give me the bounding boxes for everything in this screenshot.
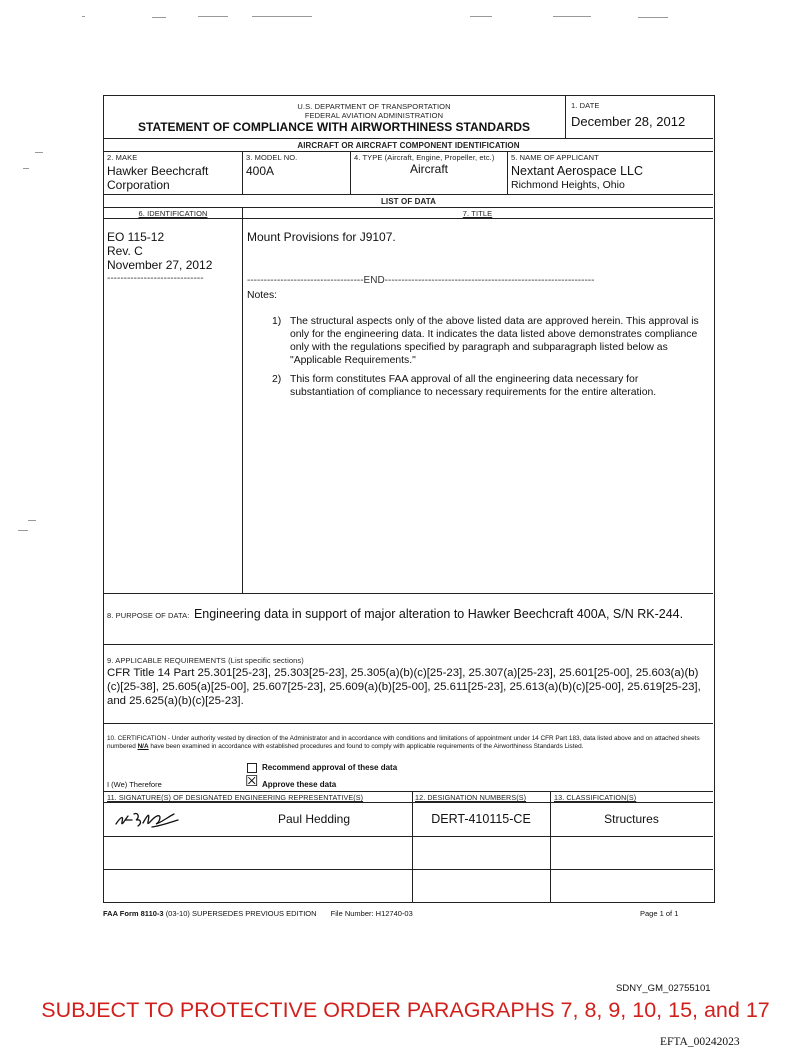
designation-label: 12. DESIGNATION NUMBERS(S) bbox=[415, 793, 527, 802]
we-therefore: I (We) Therefore bbox=[107, 780, 162, 789]
sheets-numbered: N/A bbox=[137, 743, 149, 750]
make-line1: Hawker Beechcraft bbox=[107, 164, 209, 178]
type-value: Aircraft bbox=[409, 162, 448, 176]
purpose-label: 8. PURPOSE OF DATA: bbox=[107, 611, 190, 620]
certification-prefix: 10. CERTIFICATION - Under authority vested by direction of the Administrator and in accordance with conditions and limitations of appointment under 14 CFR Part 183, data listed above and on attached sheets numbered bbox=[107, 735, 700, 750]
file-number: File Number: H12740-03 bbox=[330, 909, 413, 918]
ident-line3: November 27, 2012 bbox=[107, 258, 213, 272]
applicant-city: Richmond Heights, Ohio bbox=[511, 179, 625, 191]
efta-number: EFTA_00242023 bbox=[660, 1036, 740, 1048]
model-value: 400A bbox=[246, 164, 275, 178]
identification-heading: AIRCRAFT OR AIRCRAFT COMPONENT IDENTIFICATION bbox=[297, 141, 520, 150]
end-marker: -----------------------------------END--------------------------------------------------------------- bbox=[247, 275, 595, 286]
dept-name: U.S. DEPARTMENT OF TRANSPORTATION bbox=[297, 102, 451, 111]
classification-label: 13. CLASSIFICATION(S) bbox=[554, 793, 637, 802]
list-of-data-heading: LIST OF DATA bbox=[380, 197, 437, 206]
recommend-label: Recommend approval of these data bbox=[262, 763, 398, 772]
notes-label: Notes: bbox=[247, 290, 278, 301]
faa-form-8110-3 bbox=[103, 95, 715, 903]
note-1-number: 1) bbox=[272, 316, 282, 327]
applicant-name: Nextant Aerospace LLC bbox=[511, 164, 644, 178]
form-title: STATEMENT OF COMPLIANCE WITH AIRWORTHINESS STANDARDS bbox=[138, 120, 530, 134]
agency-name: FEDERAL AVIATION ADMINISTRATION bbox=[304, 111, 444, 120]
approve-label: Approve these data bbox=[262, 780, 337, 789]
protective-order-notice: SUBJECT TO PROTECTIVE ORDER PARAGRAPHS 7, 8, 9, 10, 15, and 17 bbox=[41, 998, 770, 1022]
designation-number: DERT-410115-CE bbox=[431, 812, 531, 826]
note-2-text: This form constitutes FAA approval of all the engineering data necessary for substantiation of compliance to necessary requirements for the entire alteration. bbox=[290, 374, 657, 398]
col-identification: 6. IDENTIFICATION bbox=[138, 209, 208, 218]
applicant-label: 5. NAME OF APPLICANT bbox=[511, 153, 599, 162]
data-title: Mount Provisions for J9107. bbox=[247, 230, 396, 244]
certification-suffix: have been examined in accordance with established procedures and found to comply with applicable requirements of the Airworthiness Standards Listed. bbox=[148, 743, 584, 750]
requirements-text: CFR Title 14 Part 25.301[25-23], 25.303[25-23], 25.305(a)(b)(c)[25-23], 25.307(a)[25-23], 25.601[25-00], 25.603(a)(b)(c)[25-38], 25.605(a)[25-00], 25.607[25-23], 25.609(a)(b)[25-00], 25.611[25-23], 25.613(a)(b)(c)[25-00], 25.619[25-23], and 25.625(a)(b)(c)[25-23]. bbox=[107, 667, 701, 707]
ident-line1: EO 115-12 bbox=[107, 230, 165, 244]
page-number: Page 1 of 1 bbox=[640, 909, 679, 918]
note-1-text: The structural aspects only of the above listed data are approved herein. This approval is only for the engineering data. It indicates the data listed above demonstrates compliance only with the regulations specified by paragraph and subparagraph listed below as "Applicable Requirements." bbox=[290, 316, 699, 366]
model-label: 3. MODEL NO. bbox=[246, 153, 298, 162]
ident-dashes: ----------------------------- bbox=[107, 273, 204, 284]
certification-text bbox=[107, 735, 710, 751]
purpose-value: Engineering data in support of major alteration to Hawker Beechcraft 400A, S/N RK-244. bbox=[193, 607, 684, 621]
form-name: FAA Form 8110-3 bbox=[103, 909, 164, 918]
signature-label: 11. SIGNATURE(S) OF DESIGNATED ENGINEERING REPRESENTATIVE(S) bbox=[107, 793, 364, 802]
date-value: December 28, 2012 bbox=[571, 114, 686, 129]
purpose-row bbox=[107, 605, 683, 623]
approve-checkbox[interactable]: ☒ bbox=[245, 773, 259, 790]
classification-value: Structures bbox=[604, 812, 659, 826]
ident-line2: Rev. C bbox=[107, 244, 143, 258]
type-label: 4. TYPE (Aircraft, Engine, Propeller, etc.) bbox=[354, 153, 495, 162]
form-footer bbox=[103, 909, 413, 918]
bates-number: SDNY_GM_02755101 bbox=[616, 983, 711, 994]
make-label: 2. MAKE bbox=[107, 153, 138, 162]
make-line2: Corporation bbox=[107, 178, 170, 192]
handwritten-signature bbox=[112, 808, 187, 832]
col-title: 7. TITLE bbox=[462, 209, 493, 218]
date-label: 1. DATE bbox=[571, 101, 600, 110]
form-edition: (03-10) SUPERSEDES PREVIOUS EDITION bbox=[165, 909, 317, 918]
recommend-checkbox[interactable] bbox=[247, 763, 257, 773]
requirements-label: 9. APPLICABLE REQUIREMENTS (List specific sections) bbox=[107, 656, 304, 665]
der-name: Paul Hedding bbox=[277, 812, 351, 826]
note-2-number: 2) bbox=[272, 374, 282, 385]
